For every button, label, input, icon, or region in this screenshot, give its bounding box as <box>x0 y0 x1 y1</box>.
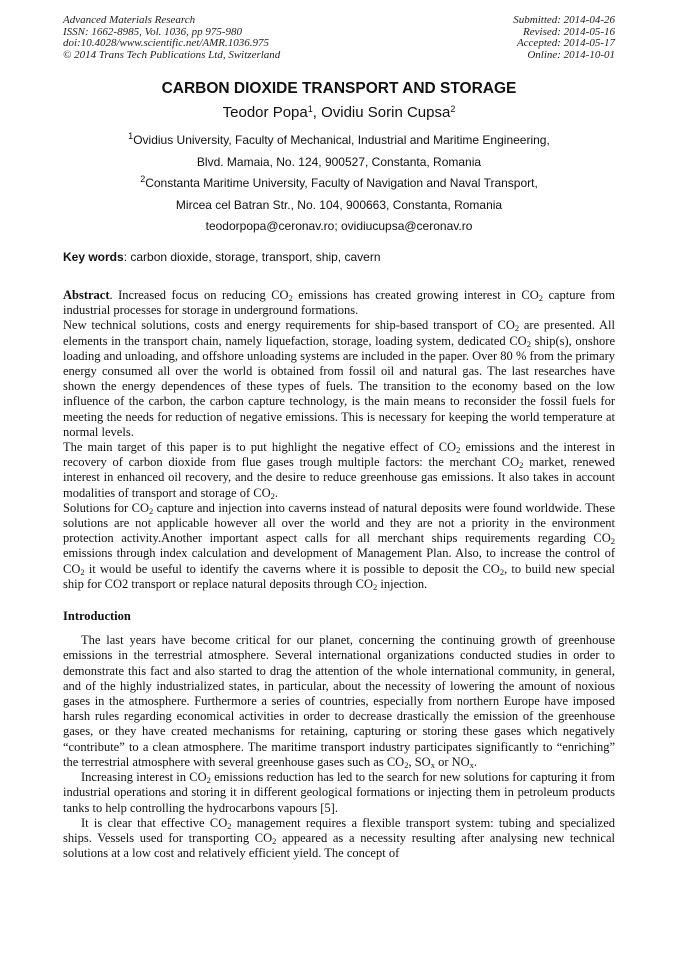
keywords-label: Key words <box>63 250 124 264</box>
keywords-text: : carbon dioxide, storage, transport, ship, cavern <box>123 250 381 264</box>
doi[interactable]: doi:10.4028/www.scientific.net/AMR.1036.975 <box>63 37 270 49</box>
affiliation-1-line-1: $^1$Ovidius University, Faculty of Mechanical, Industrial and Maritime Engineering, <box>128 131 550 147</box>
introduction-paragraph-3: It is clear that effective $CO_2$ management requires a flexible transport system: tubing and specialized ships. Vessels used for transporting $CO_2$ appeared as a necessity resulting after analysing new technical solutions at a low cost and relatively efficient yield. The concept of <box>63 815 615 861</box>
dates-info <box>513 15 615 61</box>
affiliation-1-sup: 1 <box>128 131 134 141</box>
author-2-sup: 2 <box>450 104 456 114</box>
author-separator: , <box>312 104 322 121</box>
author-emails[interactable]: teodorpopa@ceronav.ro; ovidiucupsa@ceronav.ro <box>205 219 473 233</box>
affiliation-2-sup: 2 <box>140 174 146 184</box>
introduction-paragraph-1: The last years have become critical for our planet, concerning the continuing growth of greenhouse emissions in the terrestrial atmosphere. Several international organizations conducted studies in order to demonstrate this fact and also started to drag the attention of the whole international community, in general, and of the highly industrialized states, in particular, about the necessity of lowering the amount of noxious gases in the atmosphere. Furthermore a series of countries, especially from northern Europe have imposed harsh rules regarding economical activities in order to decrease drastically the emission of the greenhouse gases, or they have created mechanisms for retaining, capturing or storing these gases which negatively “contribute” to a clean atmosphere. The maritime transport industry participates significantly to “enriching” the terrestrial atmosphere with several greenhouse gases such as $CO_2$, $SO_x$ or $NO_x$. <box>63 633 615 770</box>
issn: ISSN: 1662-8985, Vol. 1036, pp 975-980 <box>63 25 243 38</box>
journal-name: Advanced Materials Research <box>63 14 196 26</box>
body-text <box>63 288 615 861</box>
keywords <box>63 250 615 264</box>
introduction-heading: Introduction <box>63 609 131 624</box>
accepted-date: Accepted: 2014-05-17 <box>516 37 615 49</box>
affiliation-1-line-2: Blvd. Mamaia, No. 124, 900527, Constanta, Romania <box>196 154 482 169</box>
authors <box>0 104 678 121</box>
publication-info <box>63 15 280 61</box>
affiliation-2-line-2: Mircea cel Batran Str., No. 104, 900663, Constanta, Romania <box>175 197 503 212</box>
affiliations <box>0 130 678 238</box>
abstract-paragraph-1: Abstract. Increased focus on reducing $CO_2$ emissions has created growing interest in $CO_2$ capture from industrial processes for storage in underground formations. <box>63 288 615 318</box>
author-1-sup: 1 <box>307 104 313 114</box>
revised-date: Revised: 2014-05-16 <box>523 25 615 38</box>
author-2: Ovidiu Sorin Cupsa <box>321 104 451 121</box>
abstract-paragraph-3: The main target of this paper is to put highlight the negative effect of $CO_2$ emissions and the interest in recovery of carbon dioxide from flue gases trough multiple factors: the merchant $CO_2$ market, renewed interest in enhanced oil recovery, and the desire to reduce greenhouse gas emissions. It also takes in account modalities of transport and storage of $CO_2$. <box>63 440 615 501</box>
author-1: Teodor Popa <box>222 104 308 121</box>
submitted-date: Submitted: 2014-04-26 <box>513 14 615 26</box>
paper-title: CARBON DIOXIDE TRANSPORT AND STORAGE <box>161 80 517 97</box>
copyright: © 2014 Trans Tech Publications Ltd, Switzerland <box>63 48 281 61</box>
abstract-paragraph-4: Solutions for $CO_2$ capture and injection into caverns instead of natural deposits were found worldwide. These solutions are not applicable however all over the world and they are not a priority in the environment protection activity.Another important aspect calls for all merchant ships requirements regarding $CO_2$ emissions through index calculation and development of Management Plan. Also, to increase the control of $CO_2$ it would be useful to identify the caverns where it is possible to deposit the $CO_2$, to build new special ship for CO2 transport or replace natural deposits through $CO_2$ injection. <box>63 500 615 592</box>
affiliation-2-line-1: $^2$Constanta Maritime University, Faculty of Navigation and Naval Transport, <box>140 174 538 190</box>
abstract-paragraph-2: New technical solutions, costs and energy requirements for ship-based transport of $CO_2$ are presented. All elements in the transport chain, namely liquefaction, storage, loading system, dedicated $CO_2$ ship(s), onshore loading and unloading, and offshore unloading systems are included in the paper. Over 80 % from the primary energy consumed all over the world is obtained from fossil oil and natural gas. The last researches have shown the energy dependences of these types of fuels. The transition to the economy based on the low influence of the carbon, the carbon capture technology, is the main means to reconsider the fossil fuels for meeting the needs for reduction of negative emissions. This is necessary for keeping the world temperature at normal levels. <box>63 318 615 439</box>
introduction-paragraph-2: Increasing interest in $CO_2$ emissions reduction has led to the search for new solutions for capturing it from industrial operations and storing it in different geological formations or injecting them in petroleum products tanks to help controlling the hydrocarbons vapours [5]. <box>63 770 616 815</box>
abstract-label: Abstract <box>63 288 110 302</box>
online-date: Online: 2014-10-01 <box>527 48 615 61</box>
